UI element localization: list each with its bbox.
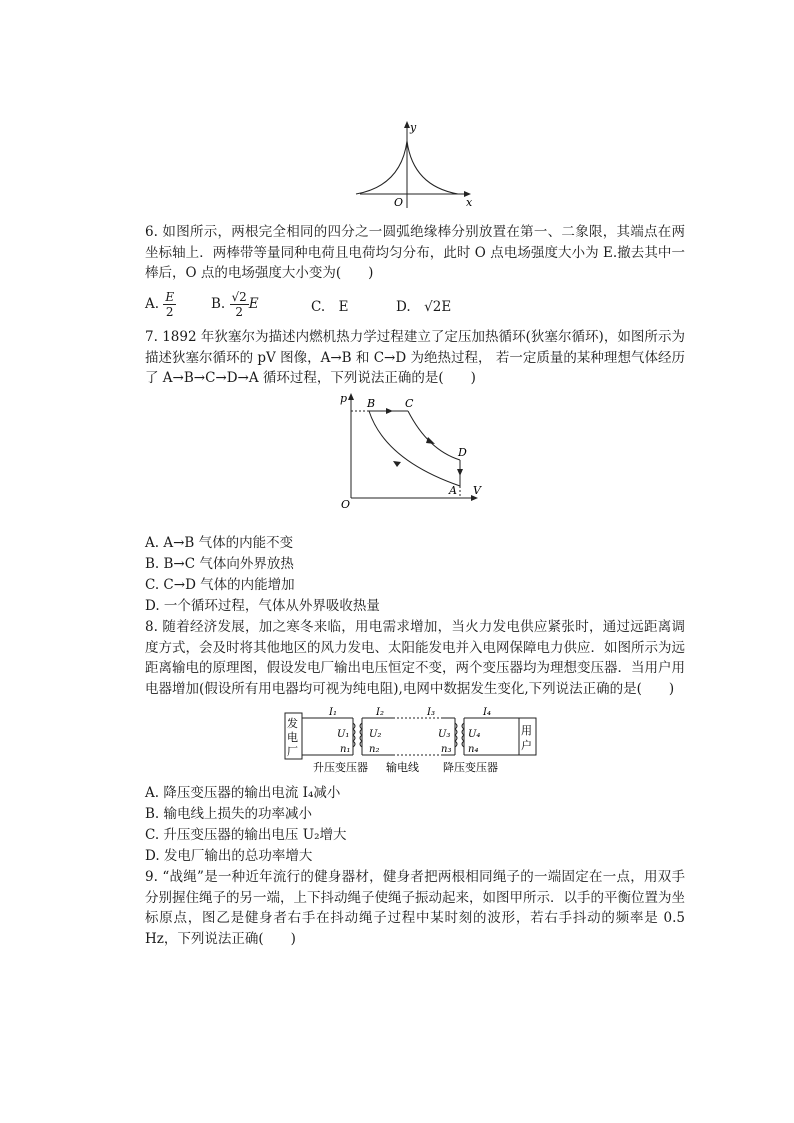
- u1-label: U₁: [337, 729, 350, 740]
- question-8-option-a[interactable]: A. 降压变压器的输出电流 I₄减小: [145, 785, 341, 801]
- x-label: x: [466, 196, 473, 209]
- option-a-label: A.: [145, 296, 160, 312]
- point-b-label: B: [367, 397, 376, 410]
- arrow-cd: [426, 437, 435, 444]
- u2-label: U₂: [369, 729, 382, 740]
- generator-char-3: 厂: [287, 745, 298, 758]
- question-7-option-b[interactable]: B. B→C 气体向外界放热: [145, 556, 294, 572]
- question-6-stem: 6. 如图所示，两根完全相同的四分之一圆弧绝缘棒分别放置在第一、二象限，其端点在两坐标轴上．两棒带等量同种电荷且电荷均匀分布，此时 O 点电场强度大小为 E.撤去其中一棒后，O 点的电场强度大小变为( ): [145, 224, 685, 281]
- user-char-2: 户: [521, 739, 532, 752]
- option-a-denominator: 2: [165, 305, 174, 319]
- v-label: V: [473, 484, 481, 497]
- question-6-option-a[interactable]: [145, 290, 176, 319]
- process-cd: [408, 411, 460, 460]
- u3-label: U₃: [438, 729, 451, 740]
- caption-step-up: 升压变压器: [313, 761, 368, 774]
- n1-label: n₁: [340, 744, 351, 755]
- arrow-da: [457, 469, 463, 476]
- caption-step-down: 降压变压器: [443, 761, 498, 774]
- arrow-bc: [386, 408, 393, 414]
- option-a-fraction: [163, 290, 176, 319]
- question-8-option-c[interactable]: C. 升压变压器的输出电压 U₂增大: [145, 827, 347, 843]
- n4-label: n₄: [468, 744, 479, 755]
- option-b-fraction: [230, 290, 249, 319]
- question-7-option-c[interactable]: C. C→D 气体的内能增加: [145, 577, 295, 593]
- option-b-denominator: 2: [235, 305, 243, 319]
- u4-label: U₄: [468, 729, 481, 740]
- question-8-option-b[interactable]: B. 输电线上损失的功率减小: [145, 806, 313, 822]
- option-b-suffix: E: [248, 296, 259, 312]
- p-label: p: [340, 392, 348, 405]
- left-arc: [356, 141, 407, 194]
- question-6-option-d[interactable]: D. √2E: [396, 299, 452, 315]
- p-axis-arrow: [348, 393, 354, 400]
- question-9-stem: 9. “战绳”是一种近年流行的健身器材，健身者把两根相同绳子的一端固定在一点，用双手分别握住绳子的另一端，上下抖动绳子使绳子振动起来，如图甲所示．以手的平衡位置为坐标原点，图乙是健身者右手在抖动绳子过程中某时刻的波形，若右手抖动的频率是 0.5 Hz，下列说法正确( ): [145, 869, 685, 947]
- y-label: y: [410, 121, 417, 134]
- question-7-stem: 7. 1892 年狄塞尔为描述内燃机热力学过程建立了定压加热循环(狄塞尔循环)，如图所示为描述狄塞尔循环的 pV 图像，A→B 和 C→D 为绝热过程， 若一定质量的某种理想气体经历了 A→B→C→D→A 循环过程，下列说法正确的是( ): [145, 329, 685, 386]
- i3-label: I₃: [427, 707, 435, 718]
- right-arc: [407, 141, 458, 194]
- option-b-label: B.: [211, 296, 226, 312]
- n2-label: n₂: [369, 744, 380, 755]
- question-7-option-d[interactable]: D. 一个循环过程，气体从外界吸收热量: [145, 598, 380, 614]
- option-a-numerator: E: [165, 290, 175, 304]
- origin-label: O: [341, 498, 351, 510]
- user-char-1: 用: [521, 724, 532, 737]
- question-8-stem: 8. 随着经济发展，加之寒冬来临，用电需求增加，当火力发电供应紧张时，通过远距离调度方式，会及时将其他地区的风力发电、太阳能发电并入电网保障电力供应．如图所示为远距离输电的原理图，假设发电厂输出电压恒定不变，两个变压器均为理想变压器．当用户用电器增加(假设所有用电器均可视为纯电阻),电网中数据发生变化,下列说法正确的是( ): [145, 619, 685, 697]
- i4-label: I₄: [483, 707, 491, 718]
- i2-label: I₂: [376, 707, 384, 718]
- figure-pv-diagram: [335, 390, 490, 510]
- figure-charged-arcs: [350, 118, 480, 210]
- point-c-label: C: [405, 397, 414, 410]
- point-a-label: A: [449, 484, 457, 497]
- i1-label: I₁: [329, 707, 337, 718]
- point-d-label: D: [458, 446, 467, 459]
- question-6-option-c[interactable]: C. E: [311, 299, 349, 315]
- question-6-option-b[interactable]: [211, 290, 259, 319]
- generator-char-1: 发: [287, 717, 298, 730]
- arrow-ab: [393, 461, 401, 467]
- n3-label: n₃: [441, 744, 452, 755]
- question-7-option-a[interactable]: A. A→B 气体的内能不变: [145, 535, 294, 551]
- generator-char-2: 电: [287, 731, 298, 744]
- figure-power-transmission: [283, 705, 543, 777]
- caption-line: 输电线: [386, 761, 419, 774]
- option-b-numerator: √2: [231, 290, 247, 304]
- origin-label: O: [394, 196, 404, 209]
- question-8-option-d[interactable]: D. 发电厂输出的总功率增大: [145, 848, 313, 864]
